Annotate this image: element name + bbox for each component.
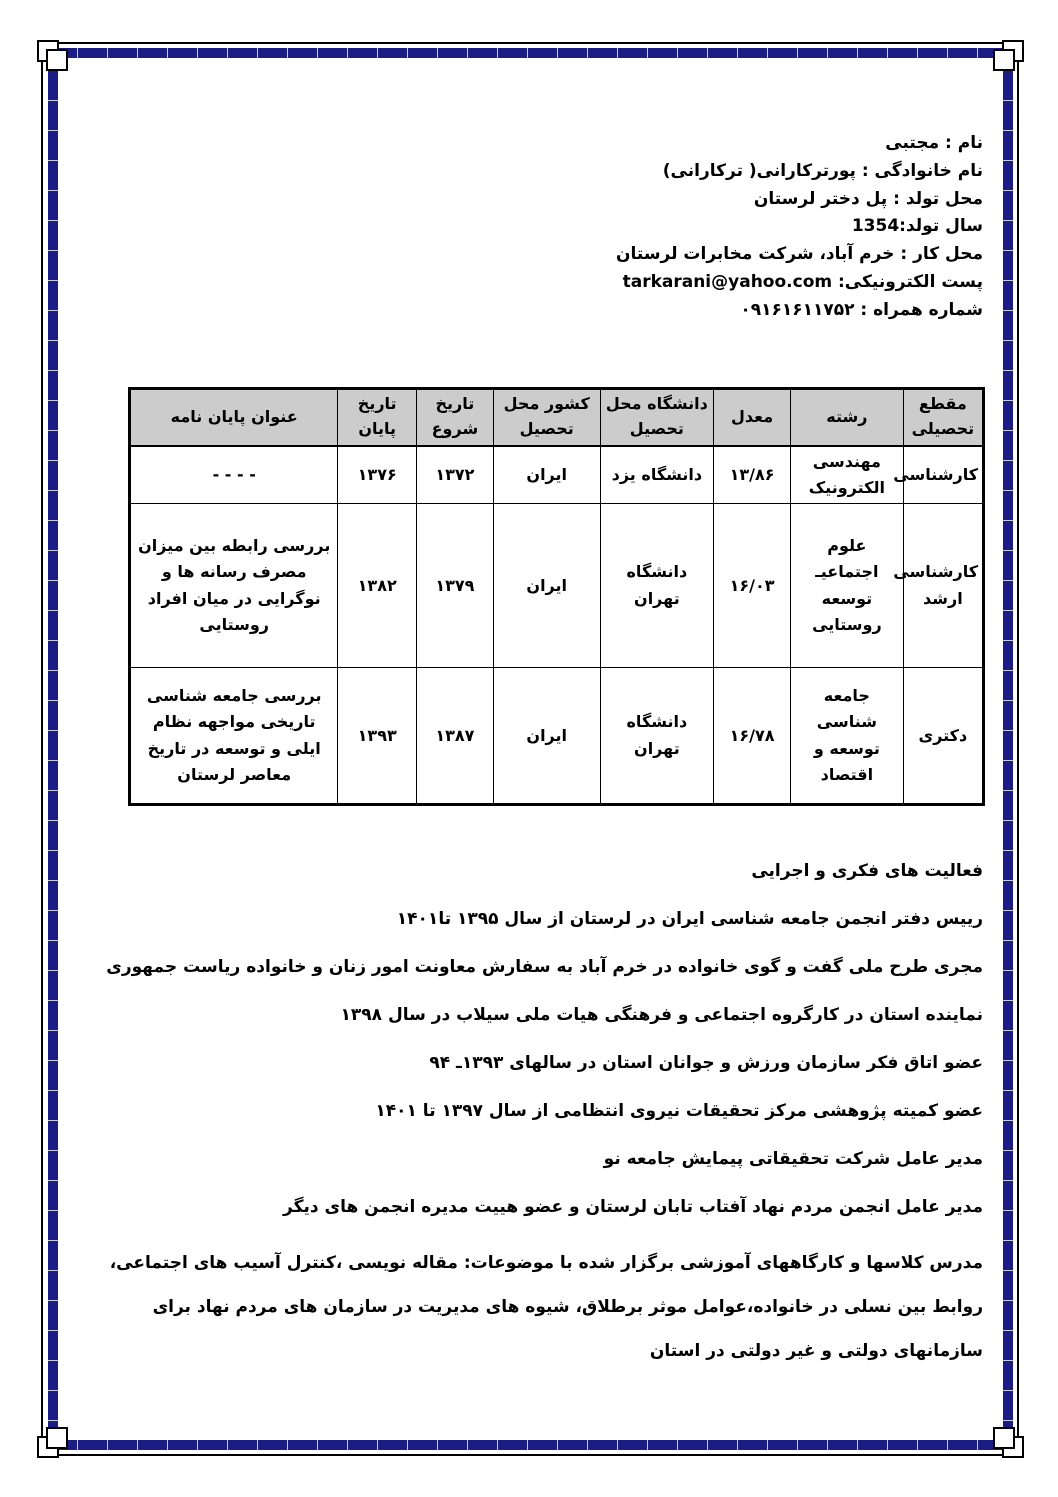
activity-item-workshop-instructor: مدرس کلاسها و کارگاههای آموزشی برگزار شده با موضوعات: مقاله نویسی ،کنترل آسیب های اجتماعی، روابط بین نسلی در خانواده،عوامل موثر برطلاق، شیوه های مدیریت در سازمان های مردم نهاد برای سازمانهای دولتی و غیر دولتی در استان [109,1253,983,1361]
header-degree-level: مقطع تحصیلی [903,389,983,446]
activity-item-association-head: رییس دفتر انجمن جامعه شناسی ایران در لرستان از سال ۱۳۹۵ تا۱۴۰۱ [396,909,983,929]
cell-degree-level: کارشناسی [903,446,983,504]
border-corner-ornament-bottom-right [990,1424,1024,1458]
personal-info-line-email: پست الکترونیکی: tarkarani@yahoo.com [622,271,983,292]
cell-gpa: ۱۳/۸۶ [714,446,791,504]
activities-section [85,857,983,1373]
header-university: دانشگاه محل تحصیل [600,389,714,446]
cell-end-date: ۱۳۷۶ [338,446,417,504]
activity-item-ngo-ceo: مدیر عامل انجمن مردم نهاد آفتاب تابان لرستان و عضو هییت مدیره انجمن های دیگر [283,1197,983,1217]
personal-info-line-birth-year: سال تولد:1354 [851,216,983,237]
header-gpa: معدل [714,389,791,446]
activities-heading: فعالیت های فکری و اجرایی [751,861,983,881]
personal-info-line-name: نام : مجتبی [885,133,983,153]
activity-item-research-company-ceo: مدیر عامل شرکت تحقیقاتی پیمایش جامعه نو [603,1149,983,1169]
cell-thesis-title: - - - - [130,446,338,504]
cell-field: جامعه شناسی توسعه و اقتصاد [791,668,904,805]
cell-university: دانشگاه یزد [600,446,714,504]
cell-country: ایران [493,504,600,668]
header-country: کشور محل تحصیل [493,389,600,446]
education-table-header-row [130,389,984,446]
cell-gpa: ۱۶/۰۳ [714,504,791,668]
border-corner-ornament-top-right [990,40,1024,74]
activity-item-police-research-committee: عضو کمیته پژوهشی مرکز تحقیقات نیروی انتظامی از سال ۱۳۹۷ تا ۱۴۰۱ [375,1101,983,1121]
personal-info-line-family-name: نام خانوادگی : پورترکارانی( ترکارانی) [662,160,983,181]
border-band-right [1003,48,1013,1450]
cell-end-date: ۱۳۹۳ [338,668,417,805]
header-end-date: تاریخ پایان [338,389,417,446]
header-thesis-title: عنوان پایان نامه [130,389,338,446]
cell-thesis-title: بررسی رابطه بین میزان مصرف رسانه ها و نوگرایی در میان افراد روستایی [130,504,338,668]
cell-start-date: ۱۳۸۷ [416,668,493,805]
cell-degree-level: کارشناسی ارشد [903,504,983,668]
education-row-phd [130,668,984,805]
activity-item-family-dialogue-project: مجری طرح ملی گفت و گوی خانواده در خرم آباد به سفارش معاونت امور زنان و خانواده ریاست جمهوری [106,957,983,977]
cell-gpa: ۱۶/۷۸ [714,668,791,805]
personal-info-line-birthplace: محل تولد : پل دختر لرستان [753,188,983,209]
border-band-left [48,48,58,1450]
cell-start-date: ۱۳۷۹ [416,504,493,668]
personal-info-block [85,130,983,325]
personal-info-line-workplace: محل کار : خرم آباد، شرکت مخابرات لرستان [615,244,983,265]
border-corner-ornament-top-left [37,40,71,74]
activity-item-sports-think-tank: عضو اتاق فکر سازمان ورزش و جوانان استان در سالهای ۱۳۹۳ـ ۹۴ [429,1053,983,1073]
education-table [128,387,985,806]
cell-field: علوم اجتماعیـ توسعه روستایی [791,504,904,668]
personal-info-line-mobile: شماره همراه : ۰۹۱۶۱۶۱۱۷۵۲ [740,299,983,320]
cell-thesis-title: بررسی جامعه شناسی تاریخی مواجهه نظام ایلی و توسعه در تاریخ معاصر لرستان [130,668,338,805]
cell-field: مهندسی الکترونیک [791,446,904,504]
cell-country: ایران [493,446,600,504]
header-field: رشته [791,389,904,446]
cell-country: ایران [493,668,600,805]
cell-degree-level: دکتری [903,668,983,805]
education-row-bachelor [130,446,984,504]
cell-university: دانشگاه تهران [600,504,714,668]
header-start-date: تاریخ شروع [416,389,493,446]
cell-university: دانشگاه تهران [600,668,714,805]
border-corner-ornament-bottom-left [37,1424,71,1458]
education-row-masters [130,504,984,668]
activity-item-flood-committee: نماینده استان در کارگروه اجتماعی و فرهنگی هیات ملی سیلاب در سال ۱۳۹۸ [340,1005,983,1025]
border-band-bottom [48,1440,1013,1450]
cell-start-date: ۱۳۷۲ [416,446,493,504]
border-band-top [48,48,1013,58]
cell-end-date: ۱۳۸۲ [338,504,417,668]
